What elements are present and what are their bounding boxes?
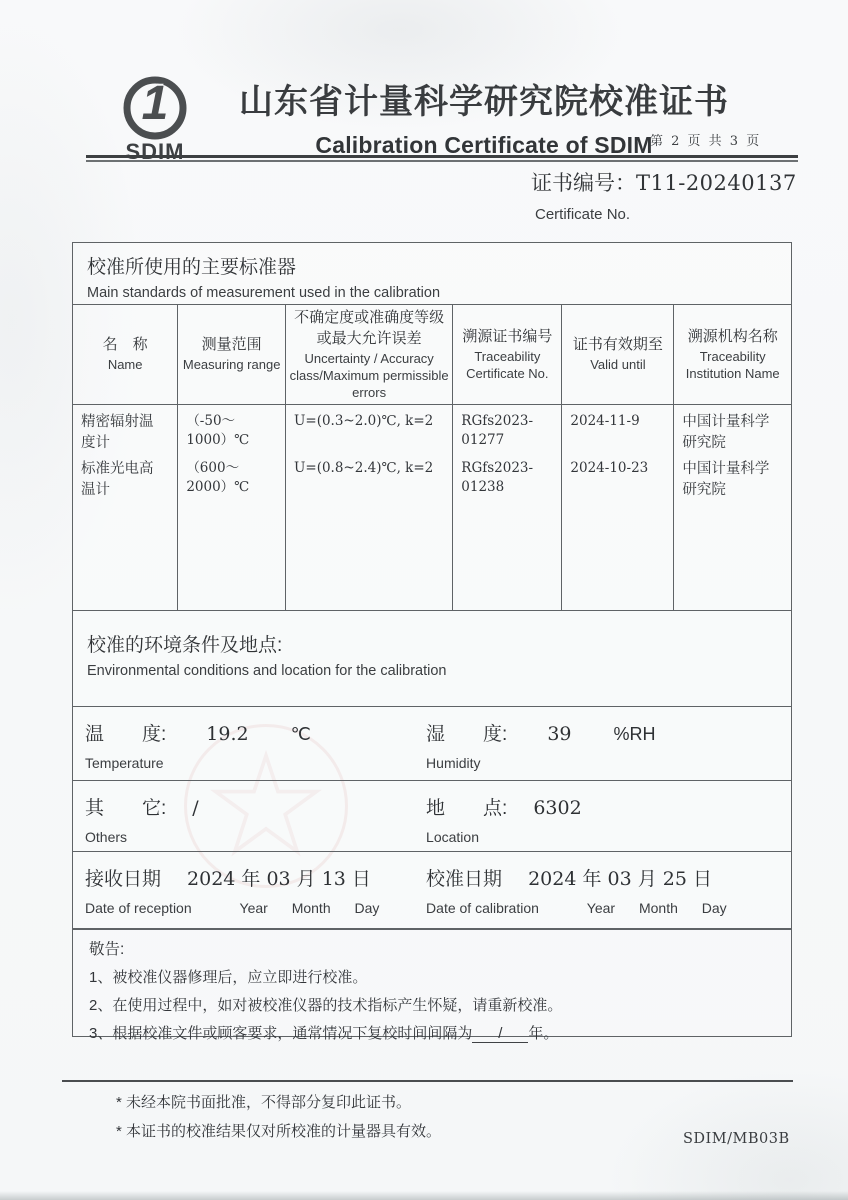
- location-block: [414, 781, 791, 851]
- reception-date-value: 2024 年 03 月 13 日: [187, 868, 371, 891]
- notices-box: [72, 929, 792, 1042]
- page-number: 第 2 页 共 3 页: [650, 134, 762, 149]
- footer-divider: [62, 1080, 793, 1082]
- humidity-block: [414, 707, 791, 780]
- measuring-range: （-50～1000）℃: [186, 412, 250, 449]
- environment-title-en: Environmental conditions and location for the calibration: [87, 663, 447, 680]
- col-header-valid-until: 证书有效期至 Valid until: [562, 305, 674, 405]
- institution: 中国计量科学研究院: [682, 460, 770, 498]
- temperature-humidity-row: [73, 706, 791, 780]
- col-header-name: 名 称 Name: [73, 305, 178, 405]
- location-label: 地 点:: [426, 798, 508, 820]
- humidity-value: 39: [547, 723, 572, 746]
- main-content-box: [72, 242, 792, 929]
- reception-date-cols-en: Year Month Day: [239, 900, 380, 917]
- col-header-uncertainty: 不确定度或准确度等级或最大允许误差 Uncertainty / Accuracy class/Maximum permissible errors: [286, 305, 453, 405]
- sdim-emblem-icon: [116, 74, 194, 142]
- sdim-logo: [104, 74, 206, 165]
- certificate-title-cn: 山东省计量科学研究院校准证书: [239, 83, 729, 121]
- humidity-label-en: Humidity: [426, 755, 481, 772]
- humidity-unit: %RH: [613, 724, 656, 745]
- humidity-label: 湿 度:: [426, 724, 508, 746]
- others-block: [73, 781, 414, 851]
- others-value: /: [192, 797, 199, 820]
- others-label: 其 它:: [85, 798, 167, 820]
- certificate-number-line: [531, 167, 797, 197]
- logo-text: SDIM: [125, 139, 185, 164]
- standards-body-row: [73, 404, 791, 610]
- certificate-number-block: [531, 167, 797, 223]
- standards-title-en: Main standards of measurement used in the calibration: [87, 285, 441, 301]
- col-header-measuring-range: 测量范围 Measuring range: [178, 305, 286, 405]
- traceability-cert-no: RGfs2023-01277: [461, 412, 534, 449]
- location-value: 6302: [533, 797, 582, 820]
- calibration-date-value: 2024 年 03 月 25 日: [528, 868, 712, 891]
- cell-measuring-range: [178, 404, 286, 610]
- cell-valid-until: [562, 404, 674, 610]
- col-header-traceability-cert-no: 溯源证书编号 Traceability Certificate No.: [453, 305, 562, 405]
- location-label-en: Location: [426, 829, 479, 846]
- others-label-en: Others: [85, 829, 128, 846]
- header-divider: [86, 155, 798, 162]
- cert-no-value: T11-20240137: [636, 171, 797, 195]
- notice-item-3: [89, 1022, 775, 1043]
- standard-name: 精密辐射温度计: [81, 413, 154, 451]
- calibration-date-block: [414, 852, 791, 928]
- calibration-date-cols-en: Year Month Day: [586, 900, 727, 917]
- cell-name: [73, 404, 178, 610]
- notice-item-3-prefix: 3、根据校准文件或顾客要求，通常情况下复校时间间隔为: [89, 1025, 473, 1042]
- valid-until: 2024-11-9: [570, 412, 640, 429]
- others-location-row: [73, 780, 791, 851]
- temperature-block: [73, 707, 414, 780]
- cert-no-label-en: Certificate No.: [535, 206, 631, 223]
- traceability-cert-no: RGfs2023-01238: [461, 459, 534, 496]
- measuring-range: （600～2000）℃: [186, 459, 250, 496]
- standards-table: [73, 304, 791, 610]
- cell-traceability-cert-no: [453, 404, 562, 610]
- uncertainty: U=(0.8~2.4)℃, k=2: [294, 459, 434, 476]
- uncertainty: U=(0.3~2.0)℃, k=2: [294, 412, 434, 429]
- institution: 中国计量科学研究院: [682, 413, 770, 451]
- valid-until: 2024-10-23: [570, 459, 649, 476]
- reception-date-label: 接收日期: [85, 869, 162, 891]
- revalidation-interval-blank: /: [472, 1025, 528, 1043]
- form-code: SDIM/MB03B: [683, 1131, 790, 1147]
- footer-notes: [116, 1091, 441, 1149]
- temperature-unit: ℃: [290, 724, 311, 745]
- footer-note-1: * 未经本院书面批准，不得部分复印此证书。: [116, 1094, 412, 1111]
- temperature-label-en: Temperature: [85, 755, 164, 772]
- environment-title-cn: 校准的环境条件及地点:: [87, 635, 283, 657]
- cert-no-label: 证书编号：: [531, 172, 636, 195]
- calibration-date-label: 校准日期: [426, 869, 503, 891]
- cell-uncertainty: [286, 404, 453, 610]
- reception-date-label-en: Date of reception: [85, 900, 192, 917]
- reception-date-block: [73, 852, 414, 928]
- logo-one-glyph: 1: [141, 77, 169, 130]
- calibration-date-label-en: Date of calibration: [426, 900, 539, 917]
- standards-header-row: [73, 305, 791, 405]
- notice-item-1: 1、被校准仪器修理后，应立即进行校准。: [89, 969, 368, 986]
- environment-section-title: [73, 610, 791, 706]
- standards-title-cn: 校准所使用的主要标准器: [87, 257, 297, 278]
- certificate-title-en: Calibration Certificate of SDIM: [315, 132, 653, 158]
- dates-row: [73, 851, 791, 928]
- temperature-label: 温 度:: [85, 724, 167, 746]
- col-header-traceability-institution: 溯源机构名称 Traceability Institution Name: [674, 305, 791, 405]
- temperature-value: 19.2: [206, 723, 249, 746]
- notices-title: 敬告:: [89, 941, 125, 958]
- standard-name: 标准光电高温计: [81, 460, 154, 498]
- notice-item-3-suffix: 年。: [528, 1025, 559, 1042]
- cell-institution: [674, 404, 791, 610]
- standards-section-title: [73, 243, 791, 304]
- notice-item-2: 2、在使用过程中，如对被校准仪器的技术指标产生怀疑，请重新校准。: [89, 997, 563, 1014]
- footer-note-2: * 本证书的校准结果仅对所校准的计量器具有效。: [116, 1123, 442, 1140]
